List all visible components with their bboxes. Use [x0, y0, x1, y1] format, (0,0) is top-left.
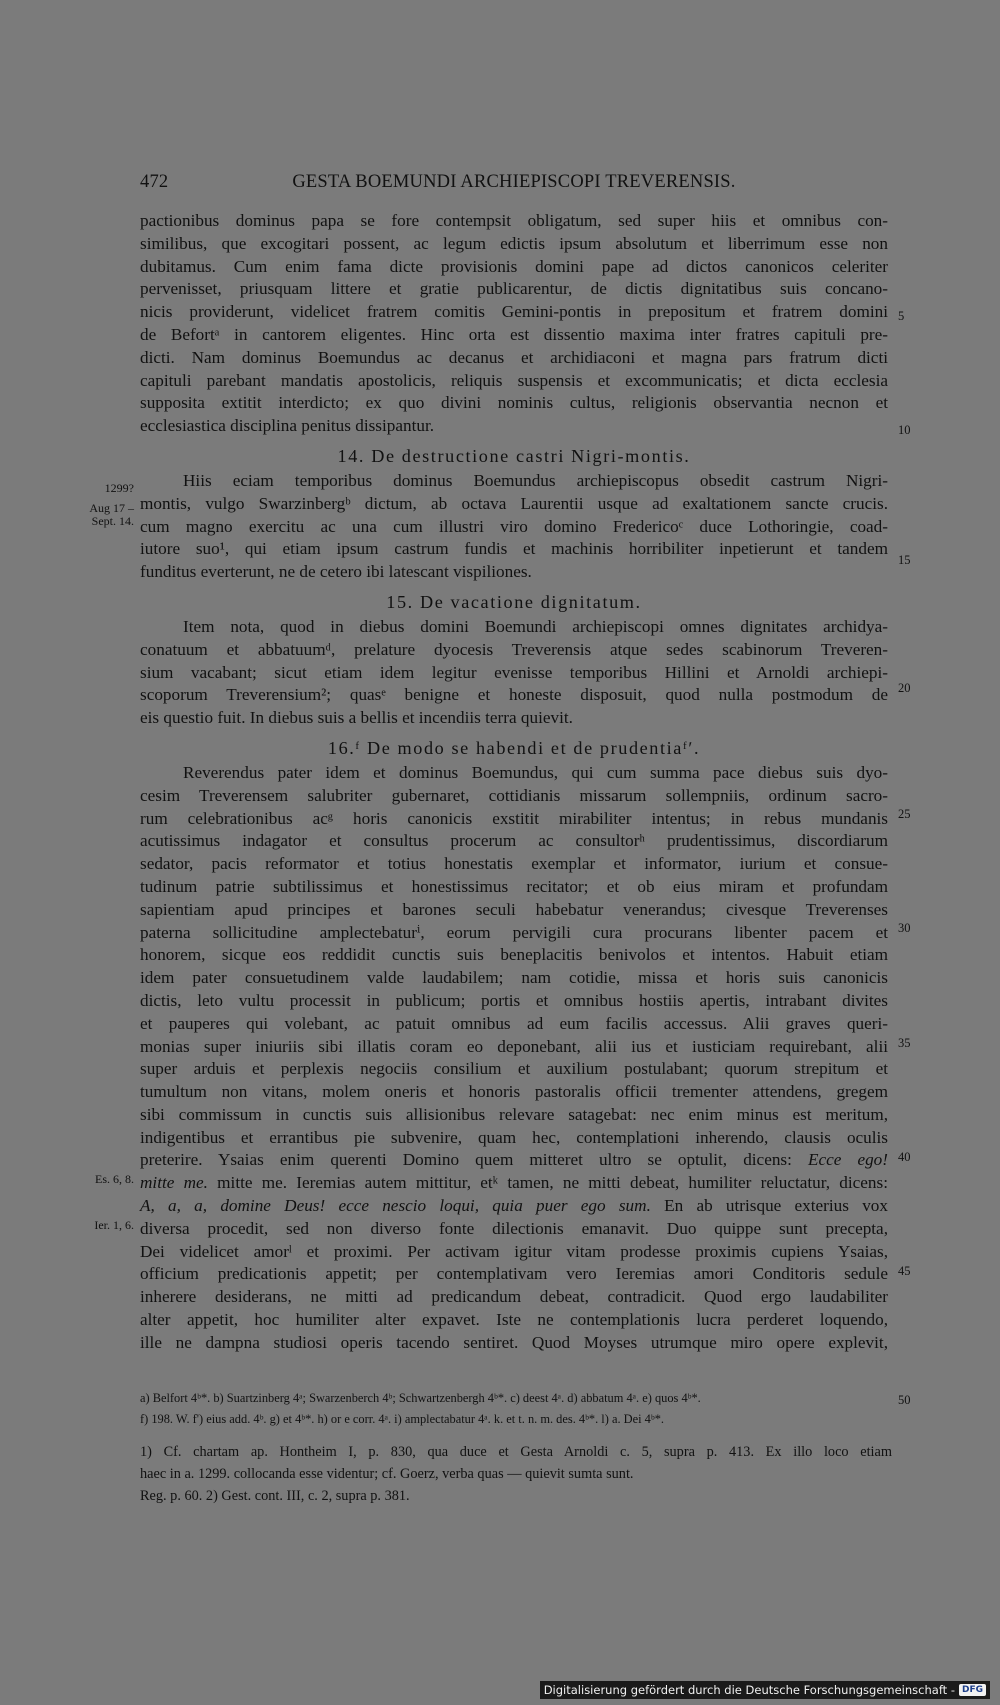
- text-segment: preterire. Ysaias enim querenti Domino quem mitteret ultro se optulit, dicens:: [140, 1150, 808, 1170]
- paragraph-16: [140, 785, 888, 1355]
- text-line-jeremiah: [140, 1195, 888, 1218]
- text-line: sedator, pacis reformator et totius honestatis exemplar et informator, iurium et consue-: [140, 854, 888, 874]
- line-number: 45: [898, 1264, 911, 1278]
- line-number: 50: [898, 1393, 911, 1407]
- paragraph-14: [140, 470, 888, 493]
- quote-mitte: mitte me.: [140, 1173, 208, 1193]
- section-heading-14: 14. De destructione castri Nigri-montis.: [337, 445, 691, 466]
- text-line: super arduis et perplexis negociis consilium et auxilium postulabant; quorum strepitum et: [140, 1059, 888, 1079]
- text-line: inherere desiderans, ne mitti ad predicandum debeat, contradicit. Quod ergo laudabiliter: [140, 1287, 888, 1307]
- text-line: tudinum patrie subtilissimus et honestissimus recitator; et ob eius miram et profundam: [140, 876, 888, 896]
- text-line: ille ne dampna studiosi operis tacendo sentiret. Quod Moyses utrumque miro opere explevit,: [140, 1332, 888, 1352]
- text-line: acutissimus indagator et consultus procerum ac consultorʰ prudentissimus, discordiarum: [140, 831, 888, 851]
- date-range-end: Sept. 14.: [91, 514, 134, 528]
- text-line: sibi commissum in cunctis suis allisionibus relevare satagebat: nec enim minus est meritum,: [140, 1104, 888, 1124]
- text-line: sium vacabant; sicut etiam idem legitur evenisse temporibus Hillini et Arnoldi archiepi-: [140, 662, 888, 682]
- text-line: dictis, leto vultu processit in publicum; portis et omnibus hostiis apertis, intrabant divites: [140, 990, 888, 1010]
- text-line: alter appetit, hoc humiliter alter expavet. Iste ne contemplationis lucra perderet loquendo,: [140, 1310, 888, 1330]
- text-line: rum celebrationibus acᵍ horis canonicis exstitit mirabiliter intentus; in rebus mundanis: [140, 808, 888, 828]
- critical-apparatus: [140, 1388, 915, 1430]
- quote-isaiah: Ecce ego!: [807, 1150, 888, 1170]
- text-line: et pauperes qui volebant, ac patuit omnibus ad eum facilis accessus. Alii graves queri-: [140, 1013, 888, 1033]
- margin-ref-jeremiah: Ier. 1, 6.: [94, 1218, 134, 1232]
- text-line: ecclesiastica disciplina penitus dissipantur.: [140, 416, 435, 436]
- text-line: diversa procedit, sed non diverso fonte dilectionis emanavit. Duo quippe sunt precepta,: [140, 1218, 888, 1238]
- text-line: Dei videlicet amorˡ et proximi. Per activam igitur vitam prodesse proximis cupiens Ysaias,: [140, 1241, 888, 1261]
- text-line: paterna sollicitudine amplectebaturⁱ, eorum pervigili cura procurans libenter pacem et: [140, 922, 888, 942]
- paragraph-14-cont: [140, 493, 888, 584]
- section-heading-15: 15. De vacatione dignitatum.: [386, 591, 642, 612]
- credit-text: Digitalisierung gefördert durch die Deutsche Forschungsgemeinschaft -: [543, 1683, 955, 1697]
- running-header: [140, 172, 888, 196]
- critical-note-line: a) Belfort 4ᵇ*. b) Suartzinberg 4ᵃ; Swarzenberch 4ᵇ; Schwartzenbergh 4ᵇ*. c) deest 4ᵃ. d) abbatum 4ᵃ. e) quos 4ᵇ*.: [140, 1391, 701, 1405]
- section-heading-16: 16.ᶠ De modo se habendi et de prudentiaᶠʹ.: [327, 737, 701, 758]
- text-line: monias super iniuriis sibi illatis coram eo deponebant, alii ius et iusticiam requirebant, alii: [140, 1036, 888, 1056]
- line-number: 35: [898, 1036, 911, 1050]
- paragraph-15-first: [140, 616, 888, 639]
- text-line: dubitamus. Cum enim fama dicte provisionis domini pape ad dictos canonicos celeriter: [140, 256, 888, 276]
- paragraph-16-first: [140, 762, 888, 785]
- line-number: 10: [898, 423, 911, 437]
- margin-date: [70, 482, 134, 529]
- text-line: montis, vulgo Swarzinbergᵇ dictum, ab octava Laurentii usque ad exaltationem sancte crucis.: [140, 493, 888, 513]
- margin-ref-isaiah: Es. 6, 8.: [95, 1172, 134, 1186]
- text-segment: En ab utrisque exterius vox: [650, 1196, 888, 1216]
- text-line: tumultum non vitans, molem oneris et honoris pastoralis officii trementer attendens, gregem: [140, 1082, 888, 1102]
- line-number: 25: [898, 807, 911, 821]
- text-line: eis questio fuit. In diebus suis a bellis et incendiis terra quievit.: [140, 708, 573, 728]
- date-year: 1299?: [104, 481, 134, 495]
- line-number: 5: [898, 309, 905, 323]
- critical-note-line: f) 198. W. f') eius add. 4ᵇ. g) et 4ᵇ*. h) or e corr. 4ᵃ. i) amplectabatur 4ᵃ. k. et t. n. m. des. 4ᵇ*. l) a. Dei 4ᵇ*.: [140, 1412, 664, 1426]
- text-line: Hiis eciam temporibus dominus Boemundus archiepiscopus obsedit castrum Nigri-: [183, 470, 888, 490]
- text-segment: mitte me. Ieremias autem mittitur, etᵏ tamen, ne mitti debeat, humiliter reluctatur, dicens:: [217, 1173, 888, 1193]
- paragraph-intro: [140, 210, 888, 438]
- text-line: iutore suo¹, qui etiam ipsum castrum fundis et machinis horribiliter inpetierunt et tandem: [140, 539, 888, 559]
- quote-jeremiah: A, a, a, domine Deus! ecce nescio loqui, quia puer ego sum.: [140, 1196, 651, 1216]
- text-line-isaiah: [140, 1149, 888, 1172]
- line-number: 30: [898, 921, 911, 935]
- text-line: idem pater consuetudinem valde laudabilem; nam cotidie, missa et horis suis canonicis: [140, 968, 888, 988]
- paragraph-15: [140, 639, 888, 730]
- text-line: cesim Treverensem salubriter gubernaret, cottidianis missarum sollempniis, ordinum sacro-: [140, 785, 888, 805]
- text-line: pactionibus dominus papa se fore contempsit obligatum, sed super hiis et omnibus con-: [140, 211, 888, 230]
- text-line: nicis providerunt, videlicet fratrem comitis Gemini-pontis in prepositum et fratrem domini: [140, 302, 888, 322]
- historical-notes: [140, 1441, 892, 1507]
- running-title: GESTA BOEMUNDI ARCHIEPISCOPI TREVERENSIS.: [292, 172, 736, 192]
- text-line: capituli parebant mandatis apostolicis, reliquis suspensis et excommunicatis; et dicta ecclesia: [140, 370, 888, 390]
- text-line: cum magno exercitu ac una cum illustri viro domino Fredericoᶜ duce Lothoringie, coad-: [140, 516, 888, 536]
- historical-note-line: haec in a. 1299. collocanda esse videntur; cf. Goerz, verba quas — quievit sumta sunt.: [140, 1466, 634, 1482]
- line-number: 20: [898, 681, 911, 695]
- text-line: Reverendus pater idem et dominus Boemundus, qui cum summa pace diebus suis dyo-: [183, 762, 888, 782]
- line-number: 40: [898, 1150, 911, 1164]
- text-line: scoporum Treverensium²; quasᵉ benigne et honeste disposuit, quod nulla postmodum de: [140, 685, 888, 705]
- page-number: 472: [140, 172, 169, 192]
- historical-note-line: 1) Cf. chartam ap. Hontheim I, p. 830, qua duce et Gesta Arnoldi c. 5, supra p. 413. Ex illo loco etiam: [140, 1444, 892, 1460]
- historical-note-line: Reg. p. 60. 2) Gest. cont. III, c. 2, supra p. 381.: [140, 1488, 410, 1504]
- line-number: 15: [898, 553, 911, 567]
- digitization-credit: [540, 1681, 990, 1699]
- text-line: pervenisset, priusquam littere et gratie publicarentur, de dictis dignitatibus suis concano-: [140, 279, 888, 299]
- text-line: similibus, que excogitari possent, ac legum edictis ipsum absolutum et liberrimum esse non: [140, 233, 888, 253]
- text-line-mitte: [140, 1172, 888, 1195]
- main-text: [140, 210, 888, 1355]
- text-line: officium predicationis appetit; per contemplativam vero Ieremias amori Conditoris sedule: [140, 1264, 888, 1284]
- text-line: honorem, sicque eos reddidit cunctis suis beneplacitis benivolos et intentos. Habuit etiam: [140, 945, 888, 965]
- text-line: de Befortᵃ in cantorem eligentes. Hinc orta est dissentio maxima inter fratres capituli pre-: [140, 324, 888, 344]
- text-line: Item nota, quod in diebus domini Boemundi archiepiscopi omnes dignitates archidya-: [183, 616, 888, 636]
- text-line: indigentibus et errantibus pie subvenire, quam hec, contemplationi inherendo, clausis oculis: [140, 1127, 888, 1147]
- text-line: funditus everterunt, ne de cetero ibi latescant vispiliones.: [140, 562, 532, 582]
- text-line: conatuum et abbatuumᵈ, prelature dyocesis Treverensis atque sedes scabinorum Treveren-: [140, 639, 888, 659]
- date-range-start: Aug 17 –: [89, 500, 134, 515]
- text-line: sapientiam apud principes et barones seculi habebatur venerandus; civesque Treverenses: [140, 899, 888, 919]
- text-line: dicti. Nam dominus Boemundus ac decanus et archidiaconi et magna pars fratrum dicti: [140, 347, 888, 367]
- text-line: supposita extitit interdicto; ex quo divini nominis cultus, religionis observantia necnon et: [140, 393, 888, 413]
- dfg-logo: DFG: [959, 1684, 986, 1696]
